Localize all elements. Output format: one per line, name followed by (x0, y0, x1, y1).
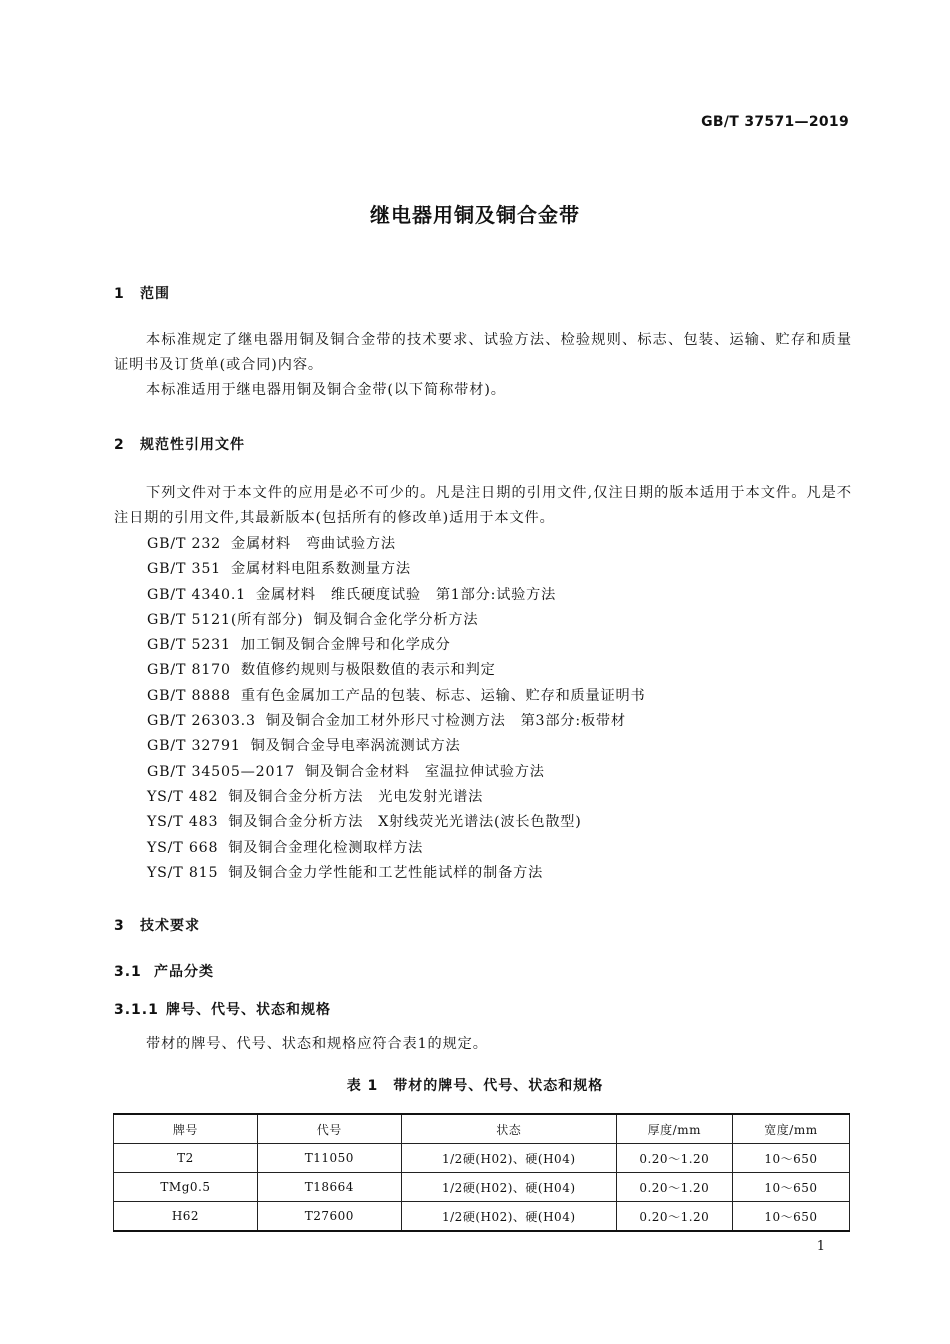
reference-item (147, 557, 646, 582)
reference-code: YS/T 668 (147, 839, 219, 856)
section-number: 3.1 (114, 964, 142, 980)
reference-item (147, 785, 646, 810)
reference-code: GB/T 32791 (147, 738, 241, 755)
cell-thickness: 0.20～1.20 (616, 1144, 732, 1173)
reference-item (147, 684, 646, 709)
section-3-1-1-heading (114, 999, 331, 1019)
reference-item (147, 836, 646, 861)
cell-grade: T2 (114, 1144, 258, 1173)
section-number: 3 (114, 918, 125, 934)
reference-title: 金属材料电阻系数测量方法 (231, 561, 411, 578)
reference-title: 金属材料 维氏硬度试验 第1部分:试验方法 (255, 586, 557, 603)
cell-width: 10～650 (732, 1173, 849, 1202)
reference-item (147, 608, 646, 633)
reference-title: 铜及铜合金分析方法 光电发射光谱法 (228, 788, 484, 805)
table-header-row (114, 1114, 850, 1144)
reference-title: 铜及铜合金力学性能和工艺性能试样的制备方法 (228, 864, 544, 881)
cell-thickness: 0.20～1.20 (616, 1173, 732, 1202)
reference-code: GB/T 4340.1 (147, 586, 246, 603)
section-3-heading (114, 915, 200, 935)
reference-item (147, 810, 646, 835)
reference-item (147, 861, 646, 886)
section-title: 规范性引用文件 (140, 437, 245, 453)
reference-title: 金属材料 弯曲试验方法 (231, 536, 396, 552)
reference-item (147, 709, 646, 734)
section-3-1-heading (114, 961, 214, 981)
section-title: 技术要求 (140, 918, 200, 934)
reference-title: 铜及铜合金材料 室温拉伸试验方法 (304, 763, 545, 780)
cell-width: 10～650 (732, 1144, 849, 1173)
cell-code: T11050 (257, 1144, 401, 1173)
table-row (114, 1173, 850, 1202)
reference-code: GB/T 5121(所有部分) (147, 611, 304, 628)
section-title: 牌号、代号、状态和规格 (166, 1002, 331, 1018)
reference-code: YS/T 815 (147, 864, 219, 881)
column-header-grade: 牌号 (114, 1114, 258, 1144)
reference-code: GB/T 351 (147, 561, 221, 578)
reference-code: GB/T 26303.3 (147, 713, 256, 730)
table-reference-paragraph: 带材的牌号、代号、状态和规格应符合表1的规定。 (146, 1036, 488, 1052)
cell-code: T27600 (257, 1202, 401, 1232)
standard-code: GB/T 37571—2019 (701, 114, 849, 130)
section-title: 产品分类 (154, 964, 214, 980)
reference-title: 加工铜及铜合金牌号和化学成分 (240, 637, 451, 654)
reference-code: GB/T 8888 (147, 687, 231, 704)
cell-width: 10～650 (732, 1202, 849, 1232)
reference-code: GB/T 34505—2017 (147, 763, 295, 780)
column-header-code: 代号 (257, 1114, 401, 1144)
reference-code: GB/T 232 (147, 536, 221, 552)
column-header-temper: 状态 (401, 1114, 616, 1144)
reference-item (147, 633, 646, 658)
spec-table (113, 1113, 850, 1232)
section-number: 3.1.1 (114, 1002, 159, 1018)
column-header-width: 宽度/mm (732, 1114, 849, 1144)
table-row (114, 1202, 850, 1232)
reference-code: YS/T 483 (147, 814, 219, 831)
reference-list (147, 532, 646, 886)
section-2-heading (114, 434, 245, 454)
reference-item (147, 658, 646, 683)
cell-code: T18664 (257, 1173, 401, 1202)
reference-title: 数值修约规则与极限数值的表示和判定 (240, 662, 496, 679)
cell-temper: 1/2硬(H02)、硬(H04) (401, 1202, 616, 1232)
document-title: 继电器用铜及铜合金带 (370, 203, 580, 227)
reference-item (147, 734, 646, 759)
page-number: 1 (816, 1239, 825, 1254)
reference-title: 铜及铜合金理化检测取样方法 (228, 839, 424, 856)
reference-title: 铜及铜合金加工材外形尺寸检测方法 第3部分:板带材 (265, 713, 626, 730)
scope-paragraph-1: 本标准规定了继电器用铜及铜合金带的技术要求、试验方法、检验规则、标志、包装、运输、贮存和质量证明书及订货单(或合同)内容。 (114, 332, 852, 373)
reference-item (147, 760, 646, 785)
section-number: 1 (114, 286, 125, 302)
column-header-thickness: 厚度/mm (616, 1114, 732, 1144)
table-row (114, 1144, 850, 1173)
section-title: 范围 (140, 286, 170, 302)
section-number: 2 (114, 437, 125, 453)
cell-grade: TMg0.5 (114, 1173, 258, 1202)
section-1-heading (114, 283, 170, 303)
cell-temper: 1/2硬(H02)、硬(H04) (401, 1144, 616, 1173)
references-intro: 下列文件对于本文件的应用是必不可少的。凡是注日期的引用文件,仅注日期的版本适用于本文件。凡是不注日期的引用文件,其最新版本(包括所有的修改单)适用于本文件。 (114, 485, 852, 526)
reference-code: YS/T 482 (147, 788, 219, 805)
scope-paragraph-2: 本标准适用于继电器用铜及铜合金带(以下简称带材)。 (146, 382, 506, 398)
reference-item (147, 583, 646, 608)
reference-item (147, 532, 646, 557)
reference-code: GB/T 8170 (147, 662, 231, 679)
reference-title: 铜及铜合金导电率涡流测试方法 (250, 738, 461, 755)
reference-title: 铜及铜合金分析方法 X射线荧光光谱法(波长色散型) (228, 814, 582, 831)
reference-title: 重有色金属加工产品的包装、标志、运输、贮存和质量证明书 (240, 687, 646, 704)
table-caption: 表 1 带材的牌号、代号、状态和规格 (346, 1078, 604, 1094)
cell-temper: 1/2硬(H02)、硬(H04) (401, 1173, 616, 1202)
reference-code: GB/T 5231 (147, 637, 231, 654)
reference-title: 铜及铜合金化学分析方法 (313, 611, 479, 628)
cell-thickness: 0.20～1.20 (616, 1202, 732, 1232)
cell-grade: H62 (114, 1202, 258, 1232)
